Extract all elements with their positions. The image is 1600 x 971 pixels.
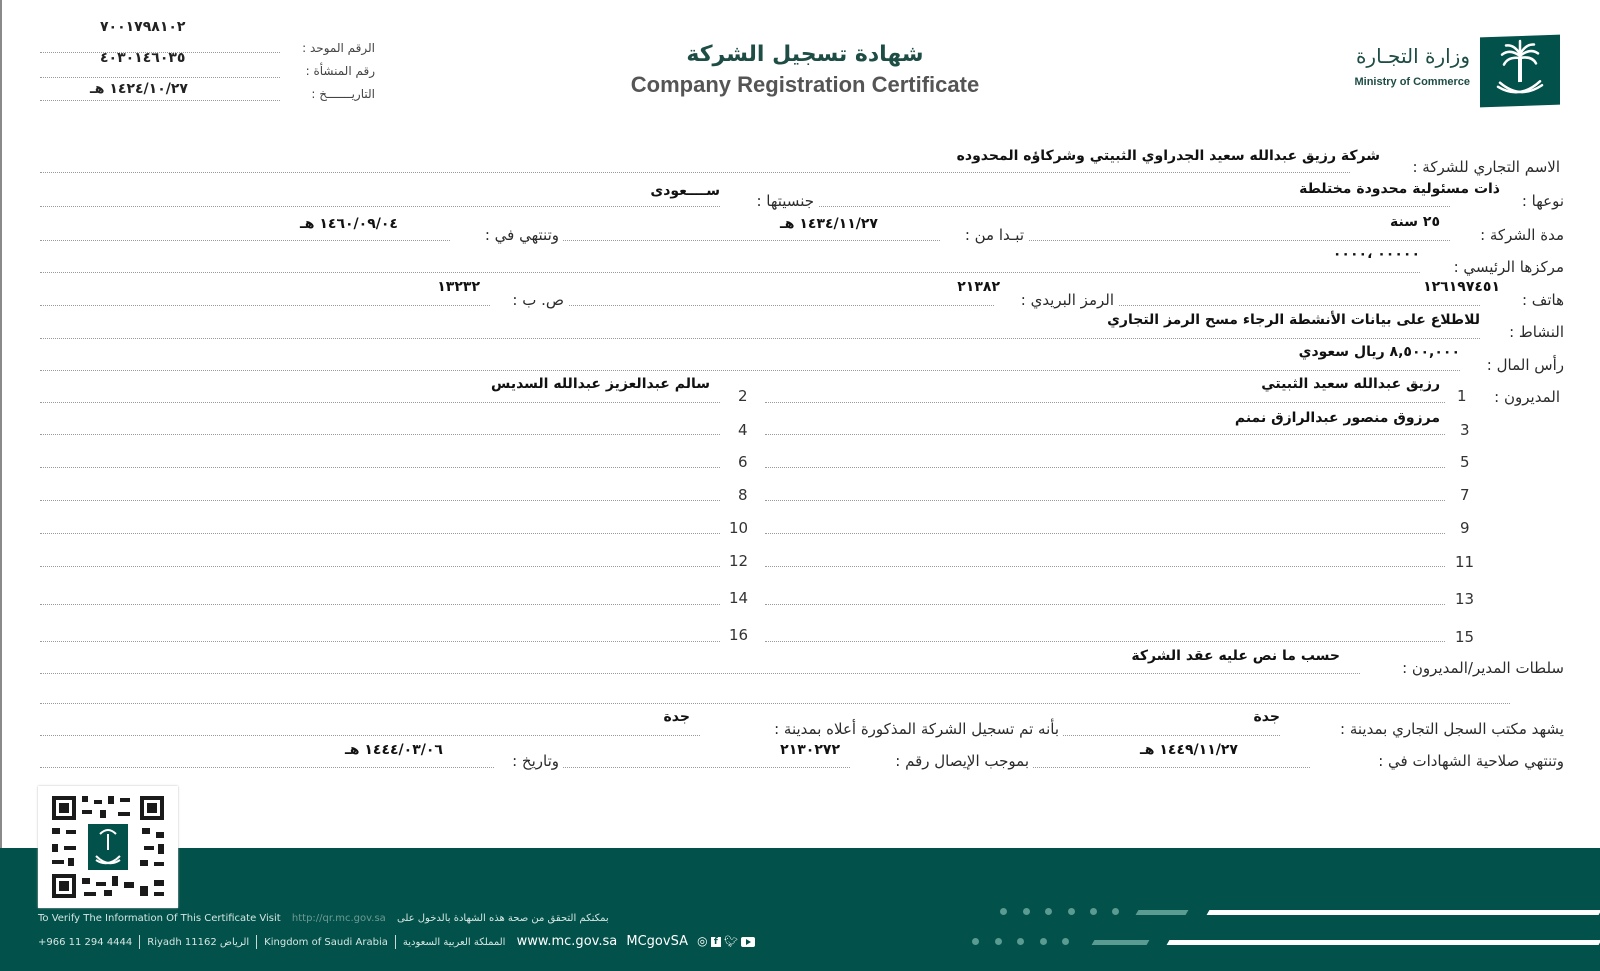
dotted-line: [40, 370, 1510, 371]
trade-name-value: شركة رزيق عبدالله سعيد الجدراوي الثبيتي وشركاؤه المحدوده: [956, 148, 1380, 164]
dotted-line: [40, 272, 1510, 273]
manager-row-line: [40, 641, 720, 642]
nationality-value: ســــعودى: [650, 183, 720, 199]
ministry-name-arabic: وزارة التجـارة: [1355, 44, 1470, 68]
end-date-value: ١٤٦٠/٠٩/٠٤ هـ: [300, 216, 398, 232]
unified-number-label: الرقم الموحد :: [302, 41, 375, 55]
manager-number: 8: [738, 486, 748, 504]
decor-bar: [1136, 910, 1189, 915]
manager-number: 13: [1455, 590, 1475, 608]
dotted-line: [40, 305, 1510, 306]
establishment-number-value: ٤٠٣٠١٤٦٠٣٥: [100, 50, 186, 66]
verify-text-english: To Verify The Information Of This Certificate Visit: [38, 913, 281, 924]
registry-office-label: يشهد مكتب السجل التجاري بمدينة :: [1280, 720, 1564, 738]
duration-label: مدة الشركة :: [1450, 226, 1564, 244]
manager-number: 11: [1455, 553, 1475, 571]
manager-powers-label: سلطات المدير/المديرون :: [1360, 659, 1564, 677]
dotted-line: [40, 77, 280, 78]
footer-country-english: Kingdom of Saudi Arabia: [264, 937, 388, 948]
separator: [139, 935, 140, 949]
decor-dot: [995, 938, 1002, 945]
manager-number: 3: [1460, 421, 1470, 439]
manager-powers-value: حسب ما نص عليه عقد الشركة: [1131, 648, 1340, 664]
website-link[interactable]: www.mc.gov.sa: [516, 934, 618, 949]
decor-dot: [1062, 938, 1069, 945]
receipt-number-value: ٢١٣٠٢٧٢: [780, 742, 840, 758]
manager-row-line: [40, 533, 720, 534]
decor-bar: [1092, 940, 1150, 945]
dotted-line: [40, 172, 1350, 173]
decor-dot: [1090, 908, 1097, 915]
palm-swords-icon: [1480, 35, 1560, 108]
ministry-name-english: Ministry of Commerce: [1354, 76, 1470, 88]
qr-code-icon: [38, 786, 178, 908]
contact-info: [38, 934, 755, 949]
manager-row-line: [765, 641, 1445, 642]
type-label: نوعها :: [1450, 192, 1564, 210]
registered-city-label: بأنه تم تسجيل الشركة المذكورة أعلاه بمدينة :: [700, 720, 1063, 738]
start-date-label: تبـدا من :: [940, 226, 1028, 244]
receipt-date-label: وتاريخ :: [495, 752, 563, 770]
dotted-line: [40, 240, 1510, 241]
manager-name: مرزوق منصور عبدالرازق نمنم: [1234, 410, 1440, 426]
receipt-number-label: بموجب الإيصال رقم :: [850, 752, 1033, 770]
validity-value: ١٤٤٩/١١/٢٧ هـ: [1140, 742, 1238, 758]
phone-label: هاتف :: [1480, 291, 1564, 309]
manager-number: 16: [729, 626, 749, 644]
qr-code[interactable]: [38, 786, 178, 908]
manager-number: 15: [1455, 628, 1475, 646]
decor-bar: [1207, 910, 1600, 915]
po-box-label: ص. ب :: [490, 291, 568, 309]
nationality-label: جنسيتها :: [720, 192, 818, 210]
title-english: Company Registration Certificate: [630, 72, 980, 97]
decor-dot: [972, 938, 979, 945]
manager-row-line: [40, 467, 720, 468]
establishment-number-label: رقم المنشأة :: [305, 64, 375, 78]
postal-code-value: ٢١٣٨٢: [957, 279, 1000, 295]
start-date-value: ١٤٣٤/١١/٢٧ هـ: [780, 216, 878, 232]
decor-bar: [1167, 940, 1600, 945]
manager-number: 10: [729, 519, 749, 537]
verify-url-link[interactable]: http://qr.mc.gov.sa: [291, 913, 386, 924]
instagram-icon[interactable]: ◎: [697, 934, 708, 948]
certificate-date-label: التاريـــــــخ :: [311, 87, 375, 101]
end-date-label: وتنتهي في :: [450, 226, 563, 244]
decor-dot: [1017, 938, 1024, 945]
separator: [256, 935, 257, 949]
youtube-icon[interactable]: [741, 937, 755, 947]
decor-dot: [1040, 938, 1047, 945]
registry-office-city: جدة: [1253, 709, 1280, 725]
manager-row-line: [765, 500, 1445, 501]
registered-city-value: جدة: [663, 709, 690, 725]
decor-dot: [1023, 908, 1030, 915]
manager-row-line: [40, 604, 720, 605]
type-value: ذات مسئولية محدودة مختلطة: [1299, 181, 1500, 197]
dotted-line: [40, 703, 1510, 704]
dotted-line: [40, 338, 1510, 339]
manager-number: 7: [1460, 486, 1470, 504]
manager-number: 2: [738, 387, 748, 405]
manager-number: 14: [729, 589, 749, 607]
validity-label: وتنتهي صلاحية الشهادات في :: [1310, 752, 1564, 770]
manager-row-line: [765, 533, 1445, 534]
dotted-line: [40, 673, 1510, 674]
manager-number: 12: [729, 552, 749, 570]
verify-text-arabic: بمكنكم التحقق من صحة هذه الشهادة بالدخول على: [397, 913, 609, 924]
title-arabic: شهادة تسجيل الشركة: [686, 42, 924, 67]
manager-row-line: [765, 566, 1445, 567]
manager-number: 1: [1457, 387, 1467, 405]
manager-number: 4: [738, 421, 748, 439]
decor-dot: [1045, 908, 1052, 915]
headquarters-label: مركزها الرئيسي :: [1420, 258, 1564, 276]
trade-name-label: الاسم التجاري للشركة :: [1412, 158, 1560, 176]
separator: [395, 935, 396, 949]
manager-row-line: [40, 566, 720, 567]
activity-label: النشاط :: [1480, 323, 1564, 341]
receipt-date-value: ١٤٤٤/٠٣/٠٦ هـ: [345, 742, 443, 758]
footer-city: Riyadh 11162 الرياض: [147, 937, 250, 948]
manager-name: سالم عبدالعزيز عبدالله السديس: [491, 376, 710, 392]
manager-row-line: [40, 434, 720, 435]
facebook-icon[interactable]: f: [711, 937, 721, 947]
twitter-icon[interactable]: 🐦︎: [724, 935, 738, 948]
social-handle: MCgovSA: [626, 934, 688, 949]
unified-number-value: ٧٠٠١٧٩٨١٠٢: [100, 19, 186, 35]
dotted-line: [40, 767, 1510, 768]
page-border: [0, 0, 2, 848]
duration-value: ٢٥ سنة: [1390, 214, 1440, 230]
verify-text: [38, 913, 609, 924]
po-box-value: ١٣٢٣٢: [437, 279, 480, 295]
manager-name: رزيق عبدالله سعيد الثبيتي: [1261, 376, 1440, 392]
decor-dot: [1112, 908, 1119, 915]
manager-number: 9: [1460, 519, 1470, 537]
postal-code-label: الرمز البريدي :: [995, 291, 1118, 309]
footer-phone: +966 11 294 4444: [38, 937, 133, 948]
saudi-emblem-logo: [1480, 35, 1560, 108]
manager-row-line: [765, 604, 1445, 605]
manager-number: 6: [738, 453, 748, 471]
phone-value: ١٢٦١٩٧٤٥١: [1423, 279, 1500, 295]
manager-row-line: [40, 402, 720, 403]
capital-label: رأس المال :: [1460, 356, 1564, 374]
activity-value: للاطلاع على بيانات الأنشطة الرجاء مسح الرمز التجاري: [1107, 312, 1480, 328]
manager-row-line: [40, 500, 720, 501]
managers-label: المديرون :: [1494, 388, 1560, 406]
headquarters-value: ٠٠٠٠٠ ،٠٠٠٠: [1332, 246, 1420, 262]
decor-dot: [1000, 908, 1007, 915]
dotted-line: [40, 100, 280, 101]
manager-row-line: [765, 434, 1445, 435]
certificate-date-value: ١٤٢٤/١٠/٢٧ هـ: [90, 81, 188, 97]
capital-value: ٨,٥٠٠,٠٠٠ ريال سعودي: [1298, 344, 1460, 360]
manager-number: 5: [1460, 453, 1470, 471]
decor-dot: [1068, 908, 1075, 915]
manager-row-line: [765, 402, 1445, 403]
manager-row-line: [765, 467, 1445, 468]
footer-country-arabic: المملكة العربية السعودية: [402, 937, 506, 948]
